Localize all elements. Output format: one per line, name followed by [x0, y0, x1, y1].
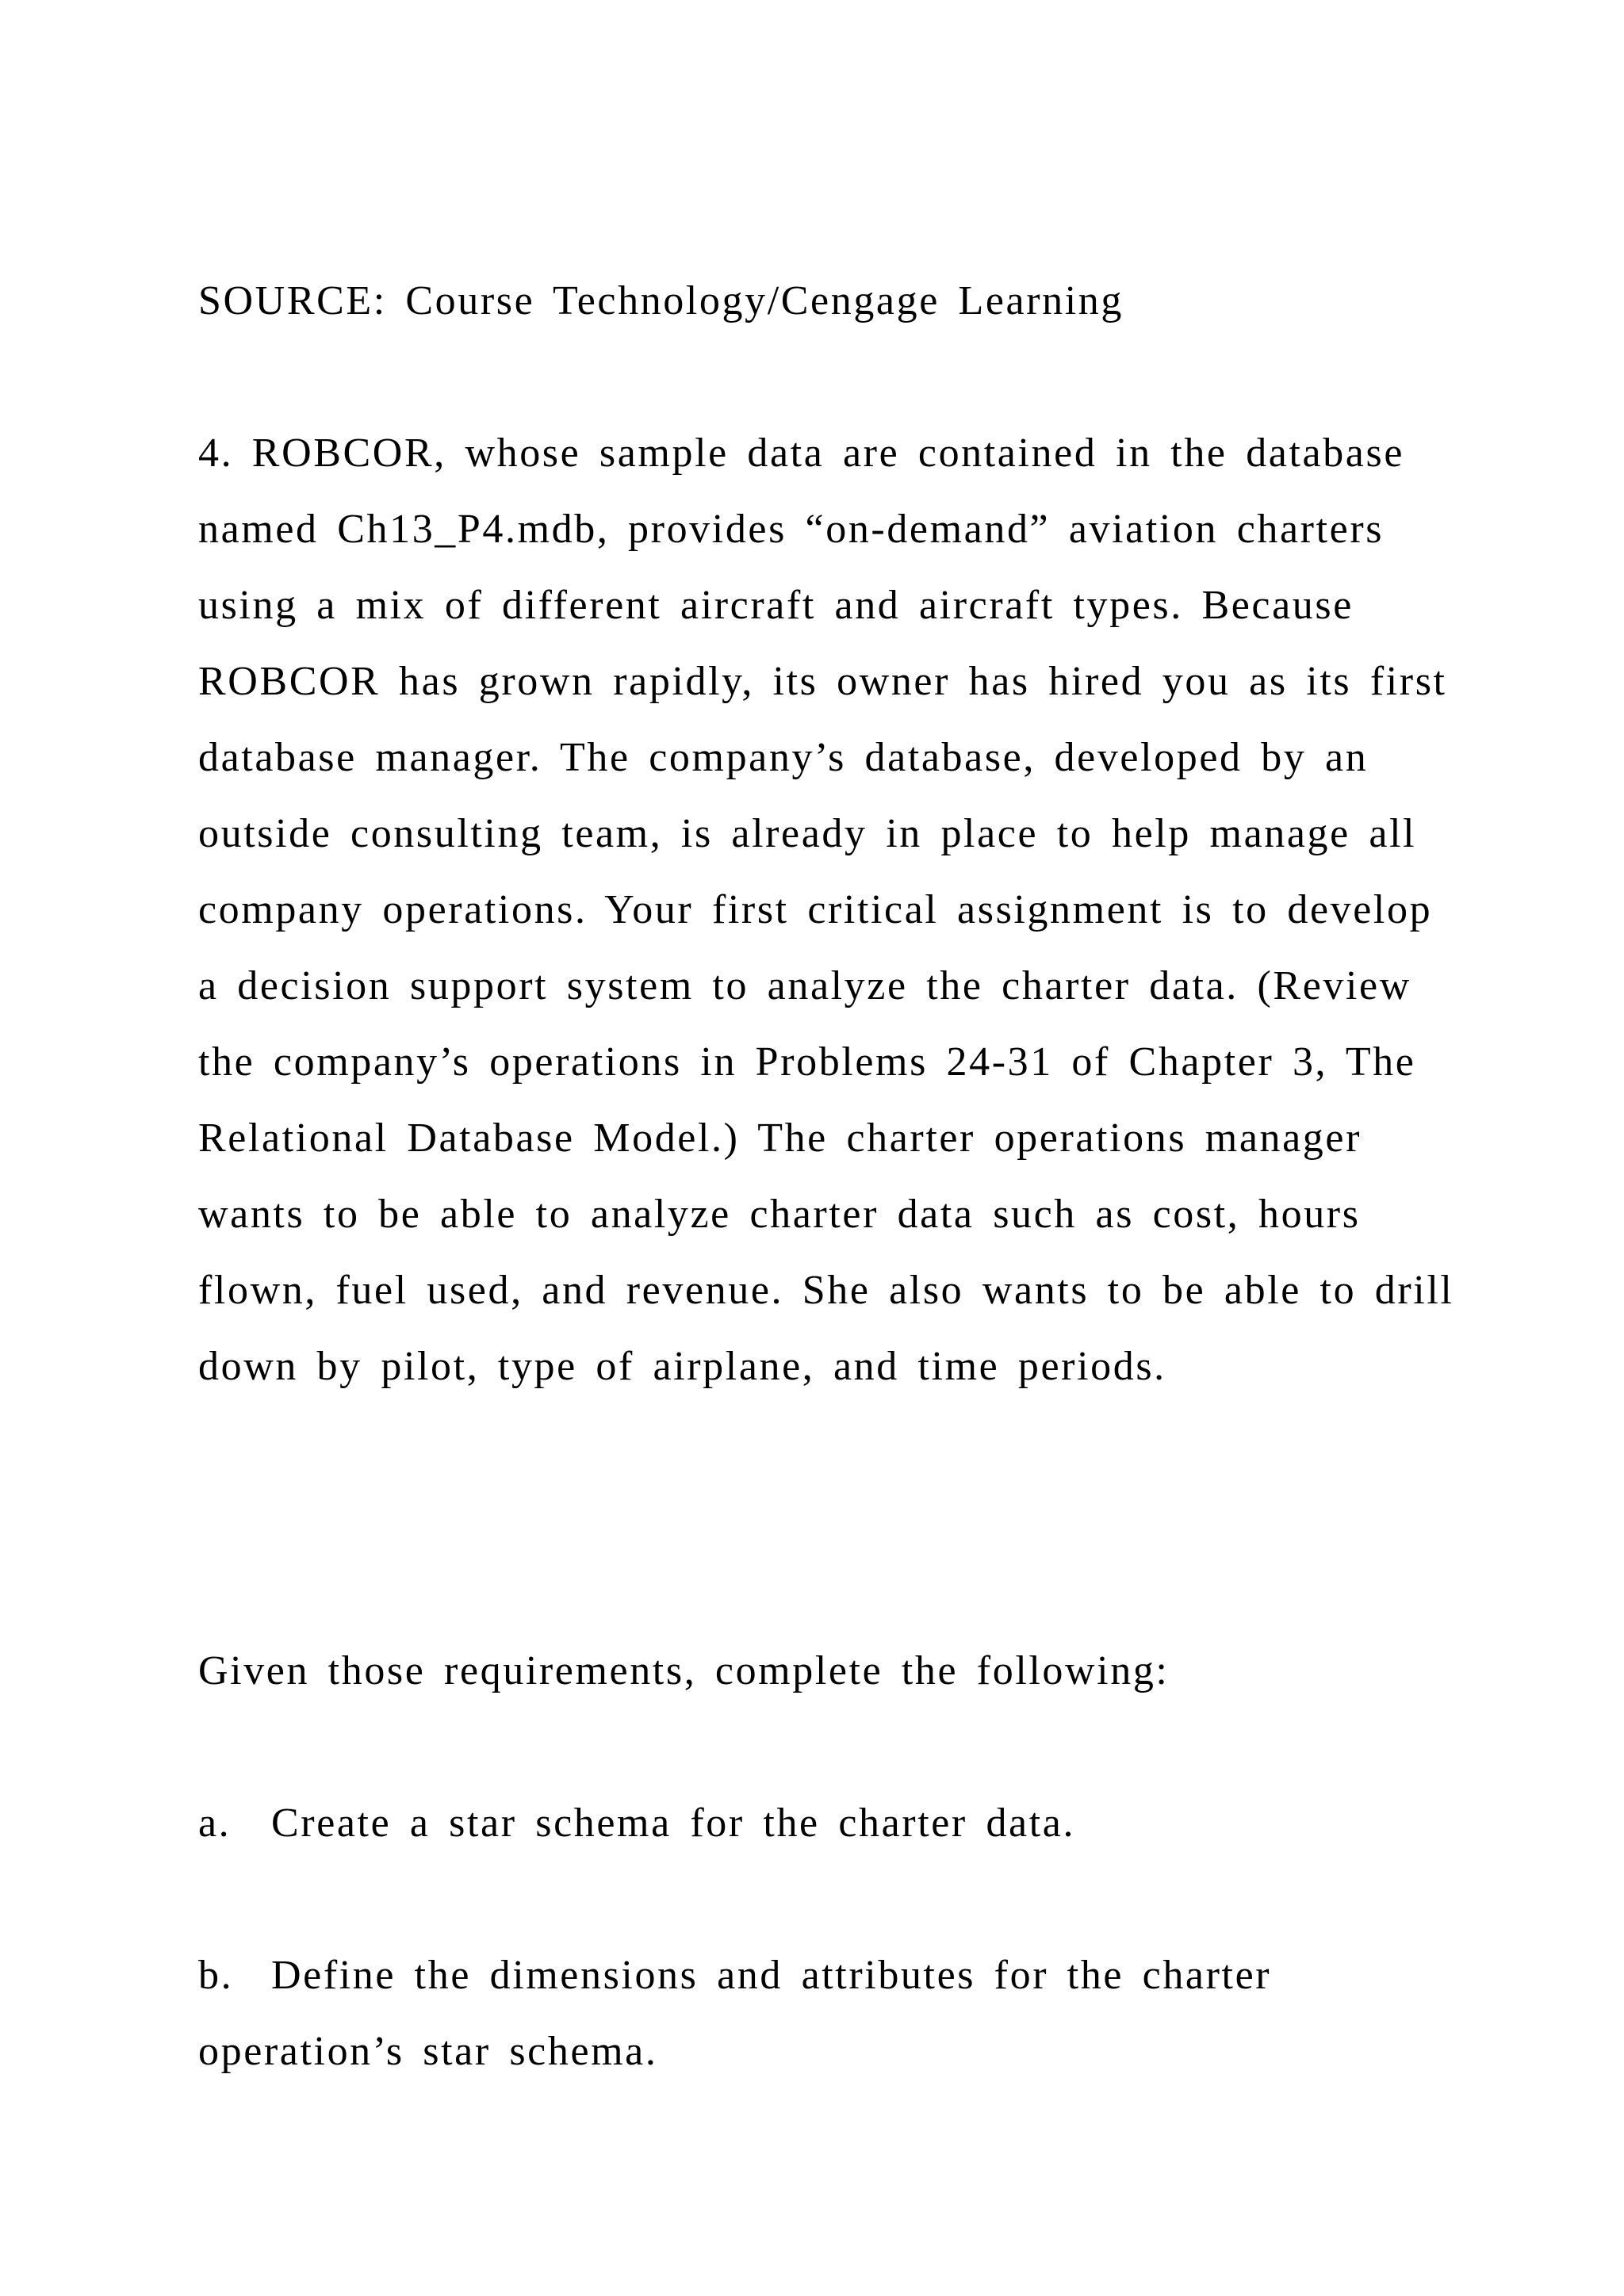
problem-line: ROBCOR has grown rapidly, its owner has hired you as its first — [198, 659, 1447, 704]
task-text: Create a star schema for the charter data. — [271, 1800, 1076, 1846]
problem-line: a decision support system to analyze the charter data. (Review — [198, 963, 1411, 1008]
problem-line: wants to be able to analyze charter data such as cost, hours — [198, 1192, 1361, 1237]
instructions-line: Given those requirements, complete the following: — [198, 1648, 1170, 1693]
problem-line: using a mix of different aircraft and aircraft types. Because — [198, 583, 1354, 628]
task-marker: b. — [198, 1953, 234, 1998]
problem-line: company operations. Your first critical assignment is to develop — [198, 887, 1433, 932]
task-item-b — [198, 1938, 1467, 2090]
problem-line: outside consulting team, is already in place to help manage all — [198, 811, 1417, 856]
document-body — [198, 263, 1467, 2090]
task-marker: a. — [198, 1800, 232, 1846]
task-text-continued: operation’s star schema. — [198, 2029, 658, 2074]
problem-paragraph — [198, 415, 1467, 1405]
problem-line: the company’s operations in Problems 24-31 of Chapter 3, The — [198, 1039, 1416, 1085]
task-text: Define the dimensions and attributes for the charter — [271, 1953, 1272, 1998]
problem-line: Relational Database Model.) The charter operations manager — [198, 1115, 1362, 1161]
problem-line: flown, fuel used, and revenue. She also wants to be able to drill — [198, 1268, 1454, 1313]
task-item-a — [198, 1785, 1467, 1862]
problem-line: down by pilot, type of airplane, and time periods. — [198, 1344, 1166, 1389]
problem-line: database manager. The company’s database, developed by an — [198, 735, 1369, 780]
source-line: SOURCE: Course Technology/Cengage Learning — [198, 278, 1124, 323]
problem-line: named Ch13_P4.mdb, provides “on-demand” aviation charters — [198, 507, 1385, 552]
problem-line: 4. ROBCOR, whose sample data are contained in the database — [198, 430, 1404, 476]
